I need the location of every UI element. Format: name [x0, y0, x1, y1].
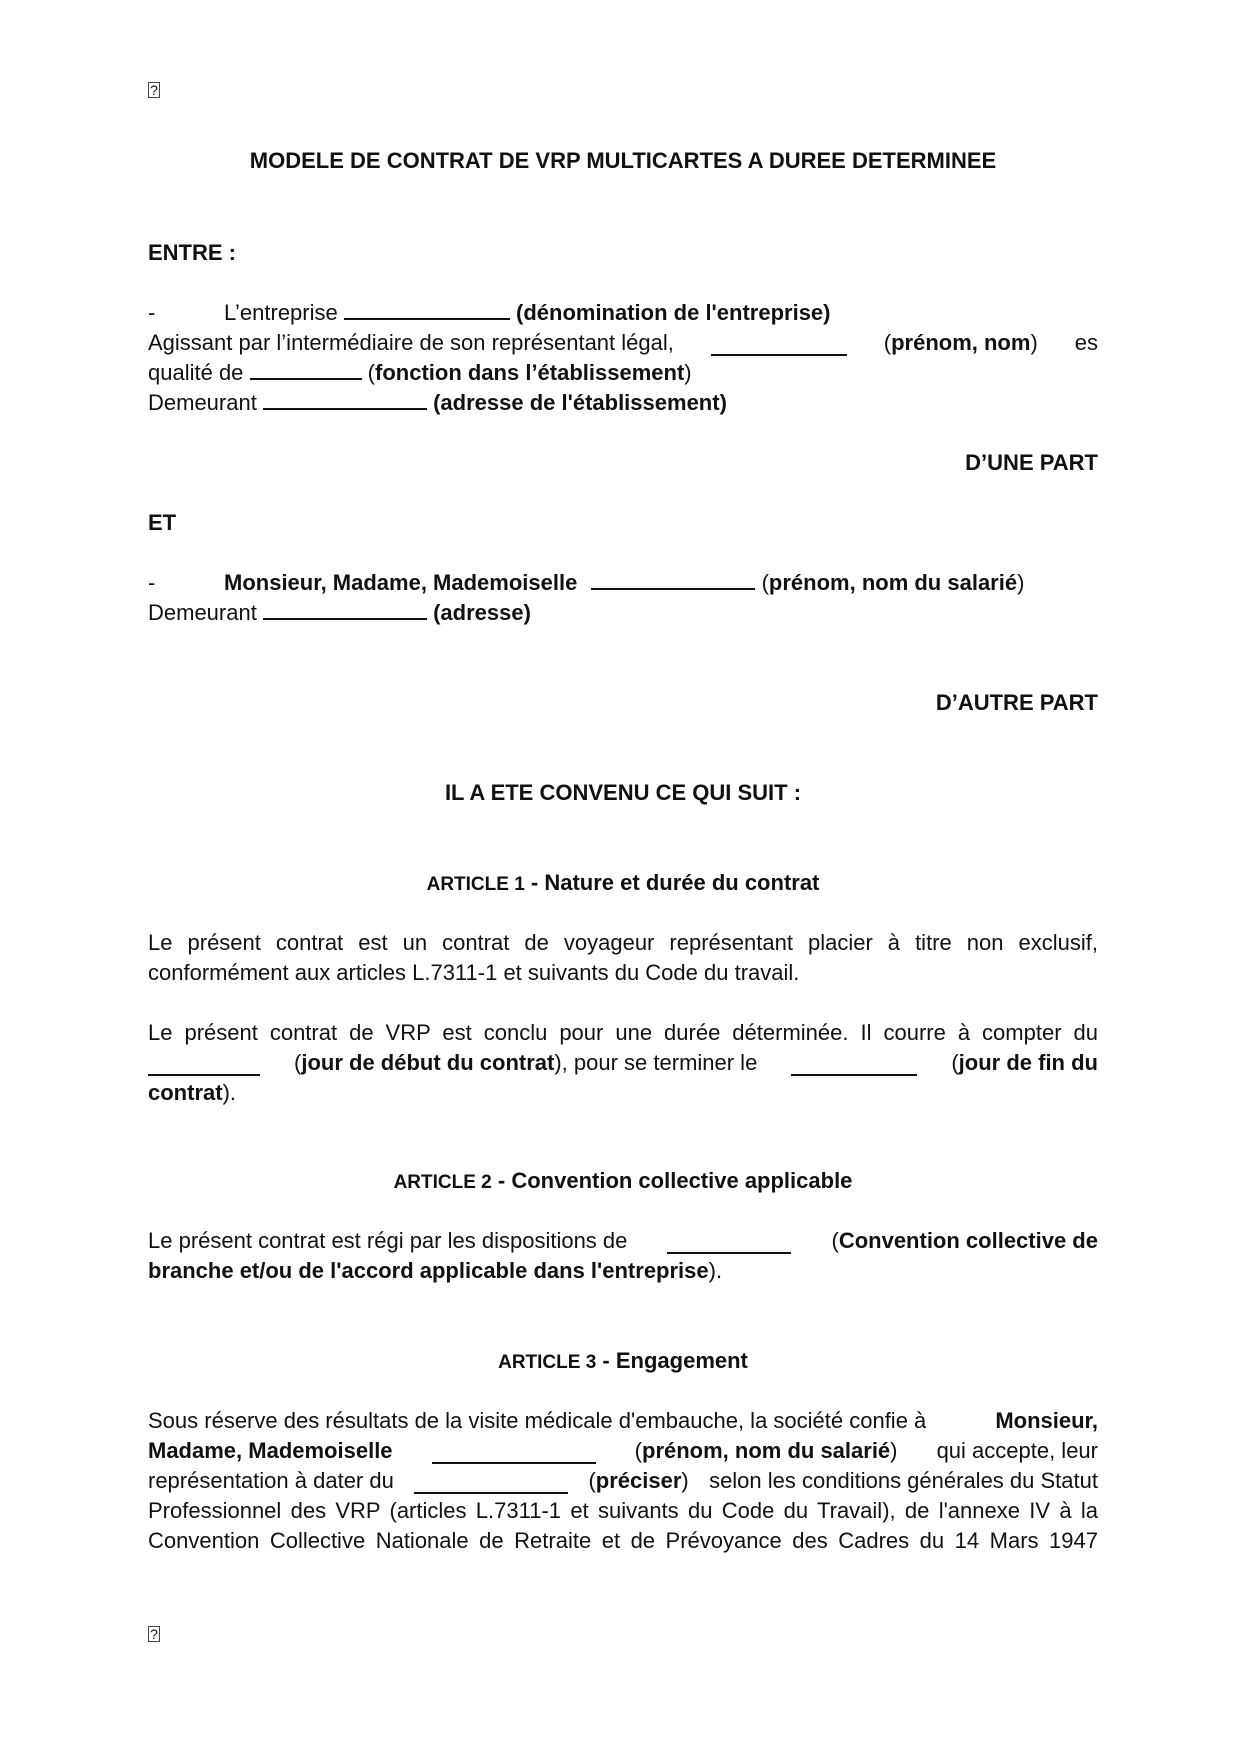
article-2-label: ARTICLE 2	[393, 1172, 492, 1193]
article-3-accept: qui accepte, leur	[936, 1438, 1098, 1463]
article-3-name-blank	[432, 1442, 596, 1464]
end-date-blank	[791, 1054, 917, 1076]
convenu-heading: IL A ETE CONVENU CE QUI SUIT :	[444, 780, 802, 805]
employer-line-2: Agissant par l’intermédiaire de son représentant légal, (prénom, nom) es	[148, 328, 1098, 358]
article-1-label: ARTICLE 1	[426, 874, 525, 895]
representative-blank	[711, 334, 847, 356]
company-name-blank	[344, 298, 510, 320]
article-1-paragraph-2-line-2: (jour de début du contrat), pour se terminer le (jour de fin du	[148, 1048, 1098, 1078]
employer-line-1	[148, 298, 1098, 328]
article-2-line-2	[148, 1256, 1098, 1286]
article-3-line-5: Convention Collective Nationale de Retraite et de Prévoyance des Cadres du 14 Mars 1947	[148, 1528, 1098, 1553]
employer-address-note: (adresse de l'établissement)	[433, 390, 727, 415]
employee-line-1: - Monsieur, Madame, Mademoiselle (prénom, nom du salarié)	[148, 568, 1098, 598]
employer-address-label: Demeurant	[148, 390, 257, 415]
employee-address-note: (adresse)	[433, 600, 531, 625]
entre-heading: ENTRE :	[148, 240, 236, 265]
employer-address-blank	[263, 388, 427, 410]
article-3-conditions: selon les conditions générales du Statut	[709, 1468, 1098, 1493]
employee-address-label: Demeurant	[148, 600, 257, 625]
representative-label: Agissant par l’intermédiaire de son représentant légal,	[148, 330, 674, 355]
article-2-text: Le présent contrat est régi par les dispositions de	[148, 1228, 628, 1253]
article-3-line-3: représentation à dater du (préciser) selon les conditions générales du Statut	[148, 1466, 1098, 1496]
article-2-title: - Convention collective applicable	[497, 1168, 853, 1193]
article-3-name-note: prénom, nom du salarié	[642, 1438, 891, 1463]
article-1-paragraph-1: Le présent contrat est un contrat de voyageur représentant placier à titre non exclusif, conformément aux articles L.7311-1 et suivants du Code du travail.	[148, 930, 1098, 985]
article-1-paragraph-2-line-3	[148, 1078, 1098, 1108]
article-3-text-1: Sous réserve des résultats de la visite médicale d'embauche, la société confie à	[148, 1408, 927, 1433]
start-date-note: jour de début du contrat	[301, 1050, 555, 1075]
function-label: qualité de	[148, 360, 244, 385]
start-date-blank	[148, 1054, 260, 1076]
article-3-date-blank	[414, 1472, 568, 1494]
article-3-title: - Engagement	[602, 1348, 748, 1373]
representative-note: prénom, nom	[891, 330, 1031, 355]
article-3-civility-b: Madame, Mademoiselle	[148, 1438, 393, 1463]
article-3-date-note: préciser	[595, 1468, 682, 1493]
employee-address-blank	[263, 598, 427, 620]
start-date-tail: , pour se terminer le	[561, 1050, 758, 1075]
article-2-heading	[148, 1166, 1098, 1198]
article-2-end: ).	[708, 1258, 723, 1283]
employee-dash: -	[148, 570, 156, 595]
article-1-title: - Nature et durée du contrat	[530, 870, 820, 895]
article-3-heading	[148, 1346, 1098, 1378]
page-marker-top: ?	[148, 82, 160, 98]
dautre-part-label: D’AUTRE PART	[935, 690, 1098, 715]
article-3-date-label: représentation à dater du	[148, 1468, 394, 1493]
et-heading: ET	[148, 510, 177, 535]
end-date-note-b: contrat	[148, 1080, 223, 1105]
article-1-end: ).	[222, 1080, 237, 1105]
employee-name-blank	[591, 568, 755, 590]
article-3-line-2: Madame, Mademoiselle (prénom, nom du salarié) qui accepte, leur	[148, 1436, 1098, 1466]
representative-tail: es	[1074, 330, 1098, 355]
page-marker-bottom: ?	[148, 1626, 160, 1642]
employee-civility: Monsieur, Madame, Mademoiselle	[224, 570, 578, 595]
function-note: fonction dans l’établissement	[375, 360, 685, 385]
employer-company-label: L’entreprise	[224, 300, 338, 325]
employer-line-3: qualité de (fonction dans l’établissement)	[148, 360, 692, 385]
employee-name-note: prénom, nom du salarié	[768, 570, 1018, 595]
convention-blank	[667, 1232, 791, 1254]
employee-line-2	[148, 598, 1098, 628]
employer-line-4	[148, 388, 1098, 418]
company-name-note: (dénomination de l'entreprise)	[516, 300, 831, 325]
dune-part-label: D’UNE PART	[965, 450, 1098, 475]
article-1-heading	[148, 868, 1098, 900]
employer-dash: -	[148, 300, 156, 325]
article-3-civility-a: Monsieur,	[995, 1408, 1098, 1433]
article-2-line-1: Le présent contrat est régi par les dispositions de (Convention collective de	[148, 1226, 1098, 1256]
convention-note-a: Convention collective de	[838, 1228, 1098, 1253]
document-title: MODELE DE CONTRAT DE VRP MULTICARTES A DUREE DETERMINEE	[249, 148, 997, 173]
function-blank	[250, 358, 362, 380]
article-3-label: ARTICLE 3	[498, 1352, 597, 1373]
article-3-line-4: Professionnel des VRP (articles L.7311-1 et suivants du Code du Travail), de l'annexe IV à la	[148, 1498, 1098, 1523]
article-1-paragraph-2-line-1: Le présent contrat de VRP est conclu pour une durée déterminée. Il courre à compter du	[148, 1020, 1098, 1045]
end-date-note-a: jour de fin du	[958, 1050, 1098, 1075]
convention-note-b: branche et/ou de l'accord applicable dans l'entreprise	[148, 1258, 709, 1283]
article-3-line-1	[148, 1406, 1098, 1436]
